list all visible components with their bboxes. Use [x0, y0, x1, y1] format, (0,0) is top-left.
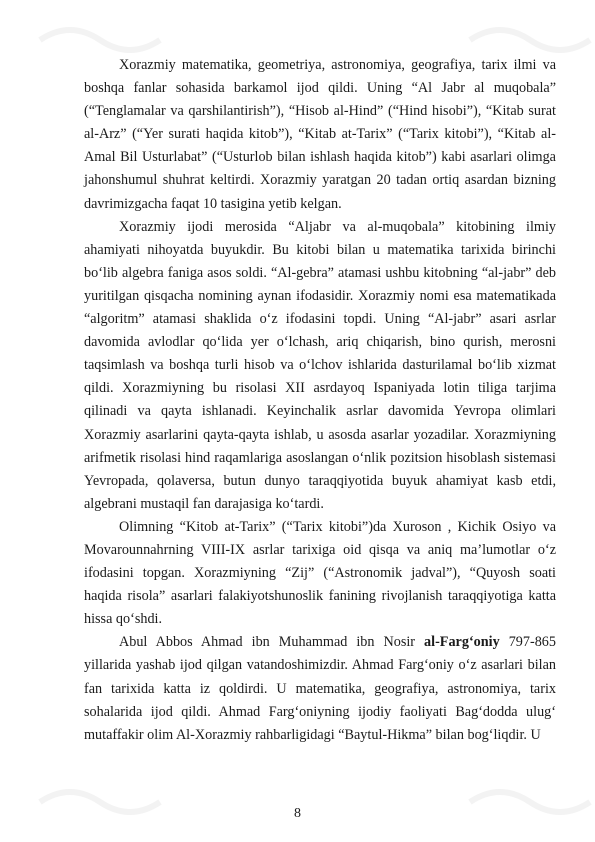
- paragraph-3: Olimning “Kitob at-Tarix” (“Tarix kitobi”)da Xuroson , Kichik Osiyo va Movarounnahrning VIII-IX asrlar tarixiga oid qisqa va aniq ma’lumotlar o‘z ifodasini topgan. Xorazmiyning “Zij” (“Astronomik jadval”), “Quyosh soati haqida risola” asarlari falakiyotshunoslik fanining rivojlanish taraqqiyotiga katta hissa qo‘shdi.: [84, 518, 556, 628]
- document-page: [84, 54, 556, 747]
- paragraph-4-text-start: Abul Abbos Ahmad ibn Muhammad ibn Nosir: [119, 634, 425, 651]
- paragraph-4-text-end: 797-865 yillarida yashab ijod qilgan vatandoshimizdir. Ahmad Farg‘oniy o‘z asarlari bilan fan tarixida katta iz qoldirdi. U matematika, geografiya, astronomiya, tarix sohalarida ijod qildi. Ahmad Farg‘oniyning ijodiy faoliyati Bag‘dodda ulug‘ mutaffakir olim Al-Xorazmiy rahbarligidagi “Baytul-Hikma” bilan bog‘liqdir. U: [84, 634, 556, 743]
- page-number: 8: [294, 806, 301, 821]
- paragraph-4: [84, 631, 556, 746]
- bold-name-al-fargoniy: al-Farg‘oniy: [424, 634, 500, 651]
- paragraph-2: Xorazmiy ijodi merosida “Aljabr va al-muqobala” kitobining ilmiy ahamiyati nihoyatda buyukdir. Bu kitobi bilan u matematika tarixida birinchi bo‘lib algebra faniga asos soldi. “Al-gebra” atamasi ushbu kitobning “al-jabr” deb yuritilgan qisqacha nomining aynan ifodasidir. Xorazmiy nomi esa matematikada “algoritm” atamasi shaklida o‘z ifodasini topdi. Uning “Al-jabr” asari asrlar davomida avlodlar qo‘lida yer o‘lchash, ariq chiqarish, bino qurish, merosni taqsimlash va boshqa turli hisob va o‘lchov ishlarida dasturilamal bo‘lib xizmat qildi. Xorazmiyning bu risolasi XII asrdayoq Ispaniyada lotin tiliga tarjima qilinadi va qayta ishlanadi. Keyinchalik asrlar davomida Yevropa olimlari Xorazmiy asarlarini qayta-qayta ishlab, u asosda asarlar yozadilar. Xorazmiyning arifmetik risolasi hind raqamlariga asoslangan o‘nlik pozitsion hisoblash sistemasi Yevropada, qolaversa, butun dunyo taraqqiyotida buyuk ahamiyat kasb etdi, algebrani mustaqil fan darajasiga ko‘tardi.: [84, 218, 556, 512]
- paragraph-1: Xorazmiy matematika, geometriya, astronomiya, geografiya, tarix ilmi va boshqa fanlar sohasida barkamol ijod qildi. Uning “Al Jabr al muqobala” (“Tenglamalar va qarshilantirish”), “Hisob al-Hind” (“Hind hisobi”), “Kitab surat al-Arz” (“Yer surati haqida kitob”), “Kitab at-Tarix” (“Tarix kitobi”), “Kitab al-Amal Bil Usturlabat” (“Usturlob bilan ishlash haqida kitob”) kabi asarlari olimga jahonshumul shuhrat keltirdi. Xorazmiy yaratgan 20 tadan ortiq asardan bizning davrimizgacha faqat 10 tasigina yetib kelgan.: [84, 57, 556, 212]
